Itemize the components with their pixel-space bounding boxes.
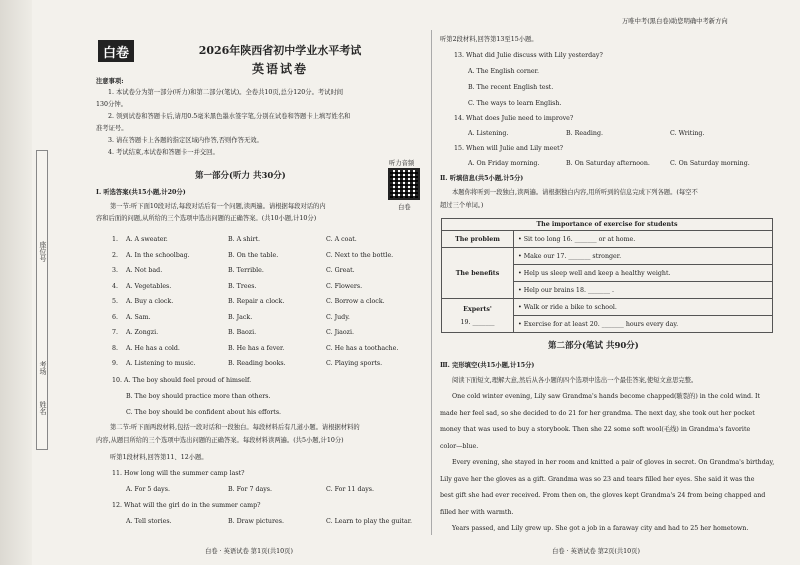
answer-option-a: A. Sam. (126, 313, 151, 321)
q10-number (112, 377, 251, 385)
note-line: 1. 本试卷分为第一部分(听力)和第二部分(笔试)。全卷共10页,总分120分。考试时间 (108, 89, 344, 96)
note-line: 2. 领到试卷和答题卡后,请用0.5毫米黑色墨水签字笔,分别在试卷和答题卡上填写姓名和 (108, 113, 351, 120)
question-number: 2. (112, 251, 119, 259)
passage-line: Years passed, and Lily grew up. She got a job in a faraway city and had to 25 her hometown. (452, 525, 749, 532)
passage-line: Lily gave her the gloves as a gift. Grandma was so 23 and tears filled her eyes. She said it was the (440, 475, 755, 483)
note-line: 4. 考试结束,本试卷和答题卡一并交回。 (108, 149, 219, 156)
answer-option-a: A. In the schoolbag. (126, 251, 190, 259)
answer-option-c: C. Great. (326, 267, 355, 274)
sec1-heading: Ⅰ. 听选答案(共15小题,计20分) (96, 189, 186, 196)
q13-option-c: C. The ways to learn English. (468, 100, 562, 107)
question-number: 6. (112, 313, 119, 321)
binding-seat-label: 座位号 (39, 241, 47, 262)
page-fold-shadow (0, 0, 32, 565)
q15-question: 15. When will Julie and Lily meet? (454, 145, 564, 152)
note-line: 3. 请在答题卡上各题的指定区域内作答,否则作答无效。 (108, 137, 263, 144)
table-row-head: The benefits (442, 248, 514, 299)
q13-option-a: A. The English corner. (468, 68, 539, 75)
answer-option-c: C. A coat. (326, 236, 357, 243)
answer-option-c: C. Judy. (326, 313, 350, 321)
q10-option-b: B. The boy should practice more than others. (126, 393, 271, 400)
answer-option-b: B. Reading books. (228, 360, 286, 367)
passage-line: made her feel sad, so she decided to do 21 for her grandma. The next day, she took out her pocket (440, 409, 755, 417)
column-divider (431, 30, 432, 535)
info-table (441, 218, 773, 333)
answer-option-a: A. Not bad. (126, 267, 163, 274)
answer-option-b: B. Trees. (228, 282, 257, 290)
answer-option-c: C. Flowers. (326, 282, 363, 290)
passage-line: color—blue. (440, 442, 479, 450)
table-cell: • Help us sleep well and keep a healthy weight. (514, 265, 773, 282)
question-number: 5. (112, 298, 119, 305)
q15-option-c: C. On Saturday morning. (670, 160, 750, 167)
answer-option-a: A. Buy a clock. (126, 298, 174, 305)
answer-option-b: B. Baozi. (228, 329, 257, 336)
answer-option-c: C. Borrow a clock. (326, 298, 385, 305)
exam-subtitle: 英语试卷 (251, 62, 308, 76)
question-number: 3. (112, 267, 119, 274)
answer-option-c: C. He has a toothache. (326, 344, 399, 352)
experts-label: Experts' (463, 305, 492, 313)
passage-line: One cold winter evening, Lily saw Grandma's hands become chapped(皲裂的) in the cold wind. It (452, 393, 761, 400)
q13-question: 13. What did Julie discuss with Lily yesterday? (454, 52, 603, 59)
table-row-head: The problem (442, 231, 514, 248)
binding-strip (36, 150, 48, 450)
sec2-intro: 本题你将听到一段独白,读两遍。请根据独白内容,用所听到的信息完成下列各题。(每空不 (452, 189, 698, 196)
sec1-intro: 第一节:听下面10段对话,每段对话后有一个问题,读两遍。请根据每段对话的内 (110, 203, 326, 210)
passage-line: money that was used to buy a storybook. Then she 22 some soft wool(毛线) in Grandma's favorite (440, 426, 751, 433)
q10-option-c: C. The boy should be confident about his efforts. (126, 409, 282, 416)
answer-option-a: A. Zongzi. (126, 329, 159, 336)
question-number: 4. (112, 282, 119, 290)
table-cell: • Sit too long 16. _______ or at home. (514, 231, 773, 248)
passage-line: Every evening, she stayed in her room and knitted a pair of gloves in secret. On Grandma's birthday, (452, 459, 775, 466)
header-note: 万唯中考(黑白卷)助您明确中考新方向 (622, 18, 728, 25)
table-cell: • Walk or ride a bike to school. (514, 299, 773, 316)
question-number: 8. (112, 344, 119, 352)
table-cell: • Make our 17. _______ stronger. (514, 248, 773, 265)
exam-title: 2026年陕西省初中学业水平考试 (198, 44, 362, 57)
q11-question: 11. How long will the summer camp last? (112, 470, 245, 477)
q15-option-a: A. On Friday morning. (468, 160, 540, 167)
q12-question: 12. What will the girl do in the summer camp? (112, 502, 261, 509)
answer-option-b: B. On the table. (228, 251, 279, 259)
sec3-heading: Ⅲ. 完形填空(共15小题,计15分) (440, 362, 535, 369)
material-2-note: 听第2段材料,回答第13至15小题。 (440, 36, 538, 43)
notes-heading: 注意事项: (96, 78, 124, 85)
table-cell: • Help our brains 18. _______ . (514, 282, 773, 299)
q11-option-c: C. For 11 days. (326, 486, 375, 493)
answer-option-c: C. Jiaozi. (326, 329, 355, 336)
table-title: The importance of exercise for students (442, 219, 773, 231)
q14-option-c: C. Writing. (670, 130, 705, 137)
q12-option-c: C. Learn to play the guitar. (326, 518, 413, 525)
q14-option-a: A. Listening. (468, 130, 509, 137)
answer-option-a: A. A sweater. (126, 236, 168, 243)
question-number: 7. (112, 329, 119, 336)
sec3-intro: 阅读下面短文,理解大意,然后从各小题的四个选项中选出一个最佳答案,使短文意思完整。 (452, 377, 698, 384)
q11-option-b: B. For 7 days. (228, 486, 273, 493)
sec1-intro: 容和后面的问题,从所给的三个选项中选出问题的正确答案。(共10小题,计10分) (96, 215, 317, 222)
answer-option-a: A. Listening to music. (126, 360, 196, 367)
qr-label: 听力音频 (389, 160, 415, 167)
part2-heading: 第二部分(笔试 共90分) (548, 341, 639, 351)
table-row-head (442, 299, 514, 333)
note-line: 准考证号。 (96, 125, 128, 132)
q14-question: 14. What does Julie need to improve? (454, 115, 574, 122)
binding-room-label: 考场 (39, 361, 47, 375)
blank-19: 19. _______ (460, 318, 495, 326)
answer-option-b: B. Repair a clock. (228, 298, 285, 305)
footer-left: 白卷 · 英语试卷 第1页(共10页) (205, 548, 293, 555)
sec1b-intro: 第二节:听下面两段材料,包括一段对话和一段独白。每段材料后有几道小题。请根据材料的 (110, 424, 360, 431)
part1-heading: 第一部分(听力 共30分) (195, 171, 286, 181)
qr-code-icon[interactable] (388, 168, 420, 200)
note-line: 130分钟。 (96, 101, 127, 108)
answer-option-b: B. Terrible. (228, 267, 264, 274)
passage-line: filled her with warmth. (440, 508, 514, 516)
answer-option-b: B. A shirt. (228, 236, 261, 243)
answer-option-a: A. Vegetables. (126, 282, 172, 290)
table-cell: • Exercise for at least 20. _______ hours every day. (514, 316, 773, 333)
answer-option-c: C. Playing sports. (326, 360, 383, 367)
sec1b-intro: 内容,从题目所给的三个选项中选出问题的正确答案。每段材料读两遍。(共5小题,计10分) (96, 437, 344, 444)
q10-option-a: A. The boy should feel proud of himself. (124, 377, 252, 384)
q11-option-a: A. For 5 days. (126, 486, 170, 493)
qr-label-2: 白卷 (398, 204, 411, 211)
sec2-intro: 超过三个单词。) (440, 202, 484, 209)
answer-option-c: C. Next to the bottle. (326, 251, 394, 259)
material-1-note: 听第1段材料,回答第11、12小题。 (110, 454, 208, 461)
q13-option-b: B. The recent English test. (468, 84, 554, 91)
answer-option-a: A. He has a cold. (126, 344, 180, 352)
footer-right: 白卷 · 英语试卷 第2页(共10页) (552, 548, 640, 555)
question-number: 1. (112, 236, 119, 243)
q15-option-b: B. On Saturday afternoon. (566, 160, 650, 167)
passage-line: best gift she had ever received. From then on, the gloves kept Grandma's 24 from being chapped and (440, 492, 766, 499)
q10-num: 10. (112, 377, 123, 384)
sec2-heading: Ⅱ. 听填信息(共5小题,计5分) (440, 175, 524, 182)
q12-option-a: A. Tell stories. (126, 518, 172, 525)
answer-option-b: B. Jack. (228, 313, 253, 321)
answer-option-b: B. He has a fever. (228, 344, 285, 352)
question-number: 9. (112, 360, 119, 367)
binding-name-label: 姓名 (39, 401, 47, 415)
q12-option-b: B. Draw pictures. (228, 518, 284, 525)
q14-option-b: B. Reading. (566, 130, 603, 137)
paper-badge: 白卷 (98, 40, 134, 62)
